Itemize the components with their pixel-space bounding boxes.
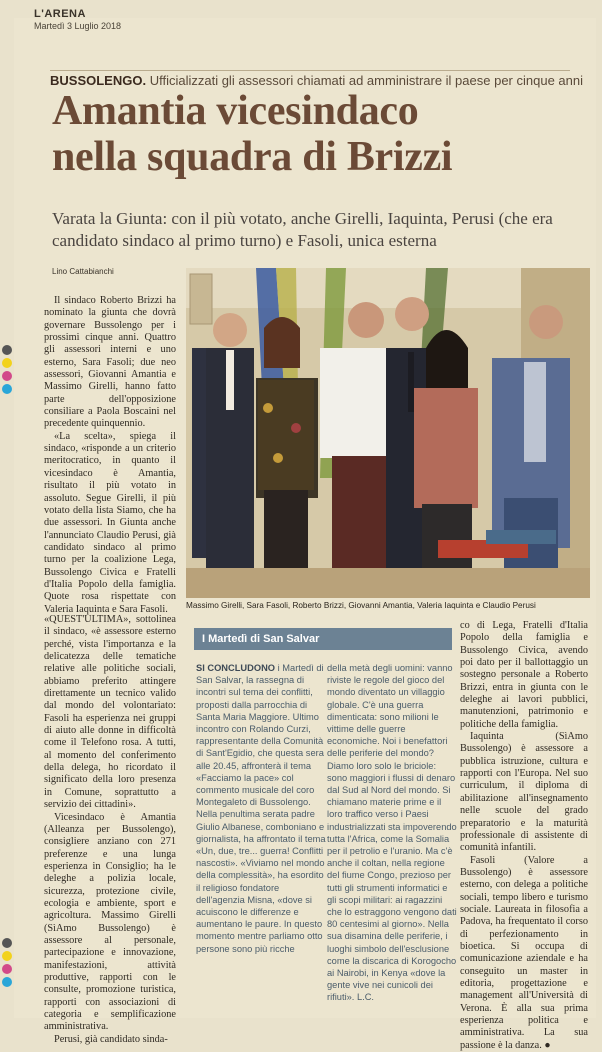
paragraph: Il sindaco Roberto Brizzi ha nominato la giunta che dovrà governare Bussolengo per i prossimi cinque anni. Quattro gli assessori interni e uno esterno, Sara Fasoli; due neo assessori, Giovanni Amantia e Massimo Girelli, hanno fatto parte dell'opposizione consiliare a Paola Boscaini nel precedente quinquennio.	[44, 295, 176, 430]
photo-caption: Massimo Girelli, Sara Fasoli, Roberto Brizzi, Giovanni Amantia, Valeria Iaquinta e Claudio Perusi	[186, 601, 536, 610]
headline-line-2: nella squadra di Brizzi	[52, 134, 453, 180]
sidebar-box-text: i Martedì di San Salvar, la rassegna di incontri sul tema dei conflitti, proposti dalla parrocchia di Santa Maria Maggiore. Ultimo incontro con Rolando Curzi, rappresentante della Comunità di Sant'Egidio, che questa sera alle 20.45, affronterà il tema «Facciamo la pace» col commento musicale del coro Montegaleto di Bussolengo. Nella penultima serata padre Giulio Albanese, comboniano e giornalista, ha affrontato il tema «Un, due, tre... guerra! Conflitti nascosti». «Viviamo nel mondo della complessità», ha esordito il religioso fondatore dell'agenzia Misna, «dove si acuiscono le differenze e aumentano le paure. In questo momento mentre parliamo otto persone sono più ricche	[196, 663, 326, 954]
sidebar-box-lead: SI CONCLUDONO	[196, 663, 276, 673]
sidebar-box-text: della metà degli uomini: vanno riviste le regole del gioco del mondo diventato un villaggio globale. C'è una guerra dimenticata: sono milioni le vittime delle guerre economiche. Noi i benefattori delle periferie del mondo? Diamo loro solo le briciole: sono maggiori i flussi di denaro dal Sud al Nord del mondo. Si chiamano materie prime e il loro traffico verso i Paesi industrializzati sta impoverendo tutta l'Africa, come la Somalia per il petrolio e l'uranio. Ma c'è anche il coltan, nella regione del fiume Congo, prezioso per tutti gli strumenti informatici e gli scopi militari: ai ragazzini che lo estraggono vengono dati 80 centesimi al giorno». Nella sua disamina delle periferie, i luoghi simbolo dell'esclusione come la discarica di Korogocho ai Nairobi, in Kenya «dove la gente vive nei cunicoli dei rifiuti». L.C.	[327, 663, 457, 1003]
newspaper-name: L'ARENA	[34, 8, 86, 20]
paragraph: «QUEST'ULTIMA», sottolinea il sindaco, «è assessore esterno perché, vista l'importanza e la delicatezza delle tematiche relative alle politiche sociali, abbiamo preferito attingere direttamente un tecnico valido dal mondo del volontariato: Fasoli ha esperienza nei gruppi di aiuto alle donne in difficoltà come il Telefono rosa. A tutti, al momento del conferimento della delega, ho ricordato il significato della loro presenza in Comune, soprattutto a servizio dei cittadini».	[44, 614, 176, 811]
masthead	[34, 8, 121, 32]
sidebar-box-column-1	[196, 662, 326, 955]
article-column-1	[44, 295, 176, 616]
sidebar-box-title: I Martedì di San Salvar	[194, 628, 452, 650]
paragraph: Fasoli (Valore a Bussolengo) è assessore esterno, con delega a politiche sociali, tempo libero e turismo sociale. Laureata in filosofia a Padova, ha frequentato il corso di perfezionamento in bioetica. Si occupa di comunicazione aziendale e ha conseguito un master in editoria, progettazione e management all'Università di Verona. È alla sua prima esperienza politica e amministrativa. La sua passione è la danza. ●	[460, 854, 588, 1051]
issue-date: Martedì 3 Luglio 2018	[34, 21, 122, 31]
color-registration-marks-top	[2, 345, 12, 397]
group-photo-illustration	[186, 268, 590, 598]
kicker-text: Ufficializzati gli assessori chiamati ad amministrare il paese per cinque anni	[149, 73, 583, 88]
paragraph: Perusi, già candidato sinda-	[54, 1033, 168, 1045]
headline-line-1: Amantia vicesindaco	[52, 88, 419, 134]
standfirst: Varata la Giunta: con il più votato, anche Girelli, Iaquinta, Perusi (che era candidato sindaco al primo turno) e Fasoli, unica esterna	[52, 209, 553, 250]
paragraph: co di Lega, Fratelli d'Italia Popolo della famiglia e Bussolengo Civica, avendo poi dato per il ballottaggio un sostegno personale a Roberto Brizzi, entra in giunta con le deleghe ai lavori pubblici, manutenzioni, patrimonio e politiche della famiglia.	[460, 620, 588, 730]
sidebar-box-column-2	[327, 662, 457, 1004]
kicker	[50, 70, 583, 88]
paragraph: Vicesindaco è Amantia (Alleanza per Bussolengo), consigliere anziano con 271 preferenze e una lunga esperienza in Consiglio; ha le deleghe a polizia locale, sicurezza, protezione civile, ecologia e ambiente, sport e agricoltura. Massimo Girelli (SìAmo Bussolengo) è assessore al personale, partecipazione e innovazione, manifestazioni, attività produttive, rapporti con le consulte, promozione turistica, rapporti con associazioni di categoria e semplificazione amministrativa.	[44, 811, 176, 1033]
paragraph: Iaquinta (SìAmo Bussolengo) è assessore a pubblica istruzione, cultura e rapporti con l'Europa. Nel suo curriculum, il diploma di abilitazione all'insegnamento nelle scuole del grado preparatorio e la maturità professionale di assistente di comunità infantili.	[460, 731, 588, 854]
paragraph: «La scelta», spiega il sindaco, «risponde a un criterio meritocratico, in quanto il vicesindaco è Amantia, risultato il più votato in assoluto. Segue Girelli, il più votato della lista Siamo, che ha due assessori. In Giunta anche l'annunciato Claudio Perusi, già candidato sindaco al primo turno per la coalizione Lega, Bussolengo Civica e Fratelli d'Italia Popolo della famiglia. Quote rosa rispettate con Valeria Iaquinta e Sara Fasoli.	[44, 430, 176, 615]
article-column-4	[460, 620, 588, 1052]
kicker-place: BUSSOLENGO.	[50, 73, 147, 88]
article-column-1-lower	[44, 614, 176, 1046]
group-photo	[186, 268, 590, 598]
byline: Lino Cattabianchi	[52, 267, 114, 276]
headline	[52, 88, 592, 180]
color-registration-marks-bottom	[2, 938, 12, 990]
